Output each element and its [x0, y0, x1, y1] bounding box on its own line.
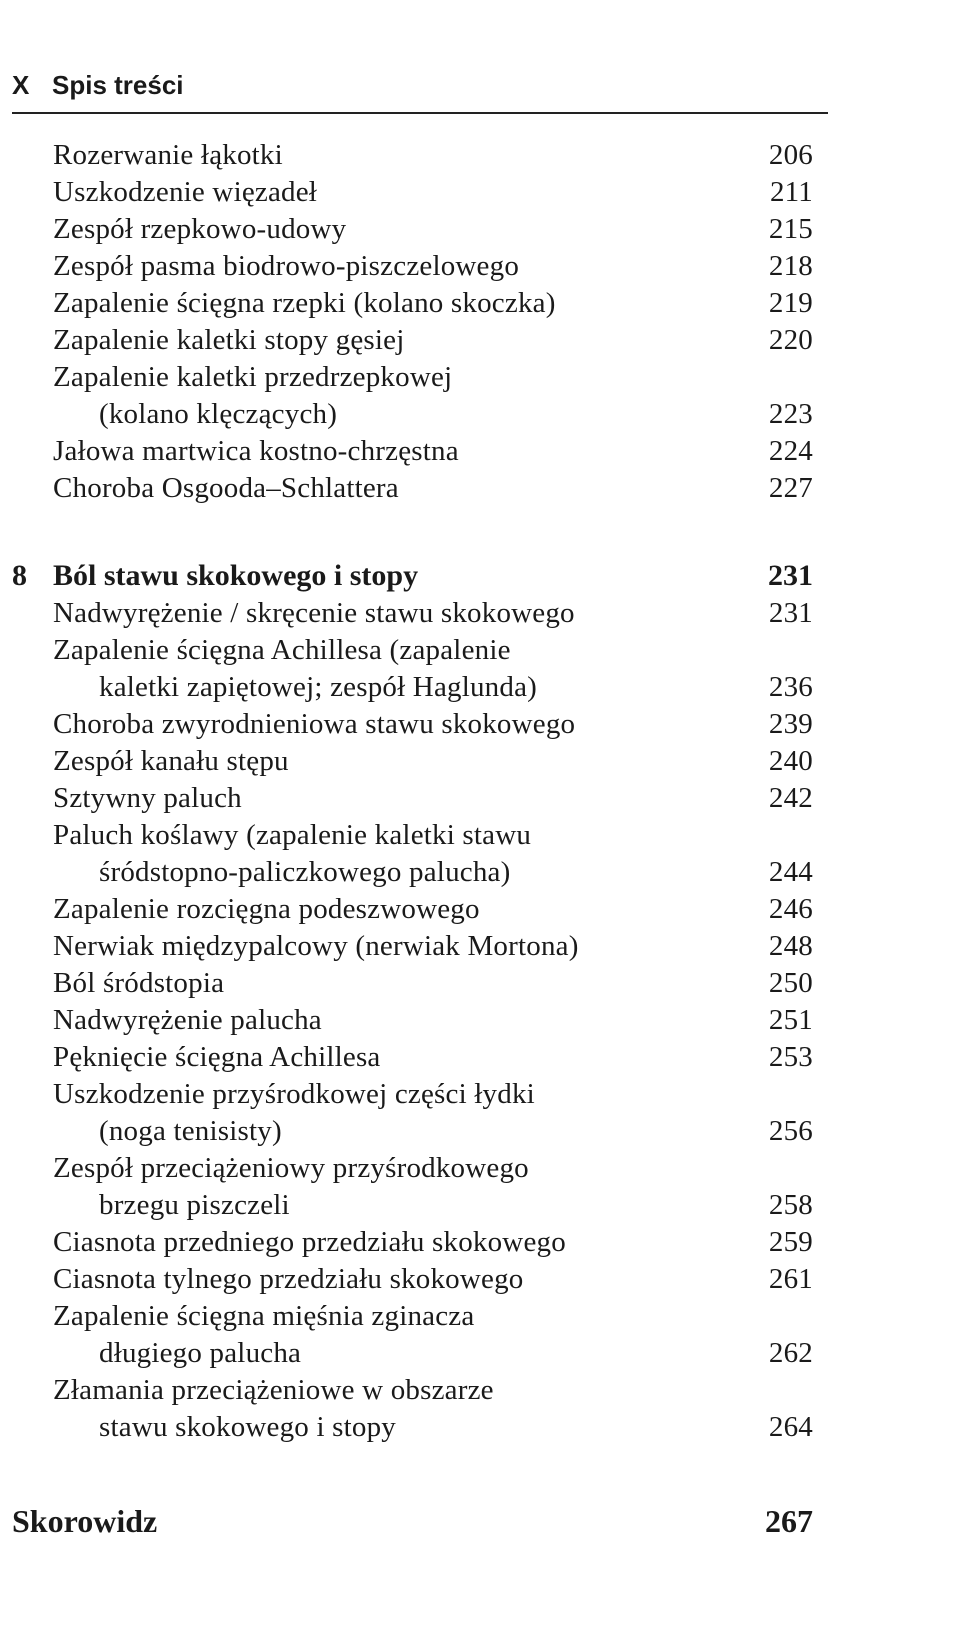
- toc-entry-title: Ciasnota przedniego przedziału skokowego: [53, 1226, 566, 1258]
- toc-entry-page: 218: [768, 250, 813, 282]
- toc-entry-title-continuation: kaletki zapiętowej; zespół Haglunda): [99, 671, 538, 703]
- toc-entry-page: 240: [768, 745, 813, 777]
- toc-entry-title: Zespół przeciążeniowy przyśrodkowego: [53, 1152, 529, 1184]
- toc-entry-title: Ciasnota tylnego przedziału skokowego: [53, 1263, 524, 1295]
- toc-entry-title: Uszkodzenie przyśrodkowej części łydki: [53, 1078, 535, 1110]
- toc-entry[interactable]: [53, 470, 813, 506]
- toc-entry[interactable]: [53, 1372, 813, 1443]
- toc-entry-page: 244: [768, 856, 813, 888]
- index-heading[interactable]: [12, 1500, 813, 1542]
- toc-entry[interactable]: [53, 891, 813, 927]
- toc-entry-page: 215: [768, 213, 813, 245]
- toc-entry-page: 258: [768, 1189, 813, 1221]
- toc-entry-title-continuation: stawu skokowego i stopy: [99, 1411, 397, 1443]
- chapter-number: 8: [12, 559, 27, 592]
- toc-entry-page: 206: [768, 139, 813, 171]
- toc-entry-page: 242: [768, 782, 813, 814]
- toc-entry-title: Rozerwanie łąkotki: [53, 139, 283, 171]
- toc-entry[interactable]: [53, 743, 813, 779]
- toc-entry-title: Jałowa martwica kostno-chrzęstna: [53, 435, 459, 467]
- toc-entry-title: Zapalenie rozcięgna podeszwowego: [53, 893, 480, 925]
- toc-entry-title: Nadwyrężenie palucha: [53, 1004, 322, 1036]
- toc-entry-title-continuation: śródstopno-paliczkowego palucha): [99, 856, 511, 888]
- toc-entry[interactable]: [53, 928, 813, 964]
- toc-entry-page: 259: [768, 1226, 813, 1258]
- toc-entry-title: Ból śródstopia: [53, 967, 225, 999]
- toc-entry[interactable]: [53, 1224, 813, 1260]
- chapter-heading[interactable]: [12, 557, 813, 595]
- chapter-page: 231: [768, 559, 813, 592]
- toc-entry-title: Zespół pasma biodrowo-piszczelowego: [53, 250, 520, 282]
- toc-entry-title: Zespół rzepkowo-udowy: [53, 213, 347, 245]
- toc-entry-page: 236: [768, 671, 813, 703]
- toc-entry[interactable]: [53, 1039, 813, 1075]
- toc-entry-title-continuation: brzegu piszczeli: [99, 1189, 290, 1221]
- header-title: Spis treści: [52, 70, 184, 100]
- toc-entry-page: 248: [768, 930, 813, 962]
- index-title: Skorowidz: [12, 1503, 158, 1539]
- toc-entry[interactable]: [53, 248, 813, 284]
- toc-entry-page: 223: [768, 398, 813, 430]
- toc-entry[interactable]: [53, 965, 813, 1001]
- toc-entry-title: Nerwiak międzypalcowy (nerwiak Mortona): [53, 930, 579, 962]
- toc-entry[interactable]: [53, 632, 813, 703]
- toc-entry[interactable]: [53, 1002, 813, 1038]
- toc-entry-title-continuation: (kolano klęczących): [99, 398, 338, 430]
- toc-entry-page: 219: [768, 287, 813, 319]
- toc-entry-title: Choroba zwyrodnieniowa stawu skokowego: [53, 708, 576, 740]
- toc-entry-page: 262: [768, 1337, 813, 1369]
- toc-entry[interactable]: [53, 433, 813, 469]
- toc-entry[interactable]: [53, 1261, 813, 1297]
- toc-entry[interactable]: [53, 1076, 813, 1147]
- index-page: 267: [765, 1503, 813, 1539]
- toc-entry[interactable]: [53, 1298, 813, 1369]
- toc-entry-title: Zespół kanału stępu: [53, 745, 289, 777]
- toc-entry[interactable]: [53, 174, 813, 210]
- toc-entry-title: Zapalenie kaletki stopy gęsiej: [53, 324, 405, 356]
- toc-entry[interactable]: [53, 359, 813, 430]
- chapter-title: Ból stawu skokowego i stopy: [53, 559, 419, 592]
- header-page-number: X: [12, 70, 30, 100]
- toc-entry-title: Paluch koślawy (zapalenie kaletki stawu: [53, 819, 532, 851]
- toc-entry-title-continuation: (noga tenisisty): [99, 1115, 282, 1147]
- toc-entry[interactable]: [53, 137, 813, 173]
- toc-entry[interactable]: [53, 322, 813, 358]
- toc-entry-page: 231: [768, 597, 813, 629]
- toc-entry-page: 246: [768, 893, 813, 925]
- toc-entry-title: Nadwyrężenie / skręcenie stawu skokowego: [53, 597, 575, 629]
- toc-entry-page: 211: [769, 176, 813, 208]
- toc-entry-page: 239: [768, 708, 813, 740]
- toc-entry[interactable]: [53, 595, 813, 631]
- toc-entry-title: Złamania przeciążeniowe w obszarze: [53, 1374, 494, 1406]
- toc-entry-page: 250: [768, 967, 813, 999]
- toc-entry[interactable]: [53, 817, 813, 888]
- toc-entry-page: 264: [768, 1411, 813, 1443]
- toc-entry-page: 251: [768, 1004, 813, 1036]
- toc-entry[interactable]: [53, 1150, 813, 1221]
- toc-entry[interactable]: [53, 706, 813, 742]
- toc-entry-title: Zapalenie ścięgna rzepki (kolano skoczka): [53, 287, 556, 319]
- toc-entry[interactable]: [53, 780, 813, 816]
- toc-entry-title: Zapalenie kaletki przedrzepkowej: [53, 361, 453, 393]
- toc-entry-page: 224: [768, 435, 813, 467]
- toc-entry-title: Zapalenie ścięgna mięśnia zginacza: [53, 1300, 475, 1332]
- toc-entry-page: 220: [768, 324, 813, 356]
- toc-entry-page: 227: [768, 472, 813, 504]
- toc-entry-title: Choroba Osgooda–Schlattera: [53, 472, 399, 504]
- toc-entry-title-continuation: długiego palucha: [99, 1337, 302, 1369]
- toc-entry[interactable]: [53, 211, 813, 247]
- toc-entry-page: 261: [768, 1263, 813, 1295]
- toc-entry[interactable]: [53, 285, 813, 321]
- toc-entry-title: Uszkodzenie więzadeł: [53, 176, 318, 208]
- toc-entry-page: 256: [768, 1115, 813, 1147]
- toc-entry-title: Pęknięcie ścięgna Achillesa: [53, 1041, 381, 1073]
- toc-entry-title: Sztywny paluch: [53, 782, 242, 814]
- toc-entry-page: 253: [768, 1041, 813, 1073]
- toc-entry-title: Zapalenie ścięgna Achillesa (zapalenie: [53, 634, 511, 666]
- running-header: [12, 66, 828, 114]
